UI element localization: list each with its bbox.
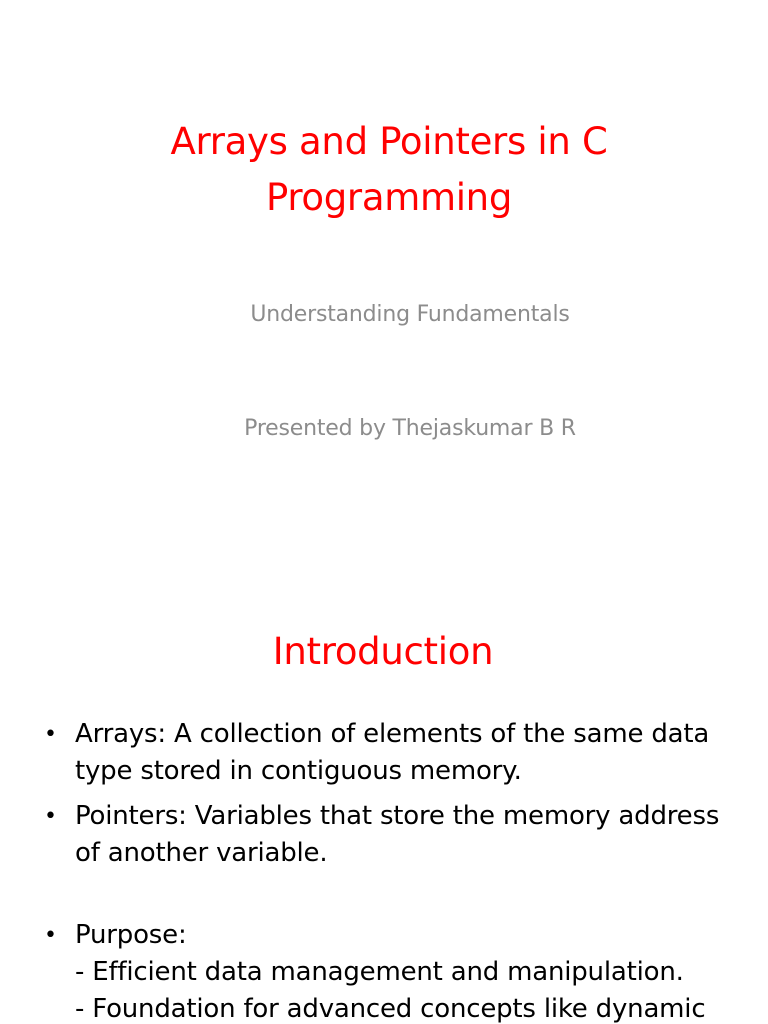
title-line-2: Programming <box>265 176 513 219</box>
bullet-icon: • <box>44 722 57 747</box>
bullet-item-purpose <box>0 917 768 1024</box>
introduction-slide <box>0 576 768 1024</box>
bullet-text-line: - Foundation for advanced concepts like dynamic <box>75 994 706 1024</box>
bullet-item-arrays <box>0 716 768 790</box>
bullet-text-line: - Efficient data management and manipulation. <box>75 957 684 987</box>
bullet-text-line: Arrays: A collection of elements of the same data <box>75 719 710 749</box>
bullet-text-line: Purpose: <box>75 920 187 950</box>
bullet-text-line: type stored in contiguous memory. <box>75 756 522 786</box>
bullet-icon: • <box>44 804 57 829</box>
slide-title: Introduction <box>272 630 494 673</box>
title-line-1: Arrays and Pointers in C <box>170 120 608 163</box>
bullet-text-line: Pointers: Variables that store the memory address <box>75 801 720 831</box>
presenter-line: Presented by Thejaskumar B R <box>244 416 576 441</box>
slide-title <box>0 114 768 226</box>
bullet-text-line: of another variable. <box>75 838 328 868</box>
bullet-icon: • <box>44 923 57 948</box>
slide-subtitle: Understanding Fundamentals <box>250 302 570 327</box>
bullet-item-pointers <box>0 798 768 872</box>
bullet-list <box>0 716 768 1024</box>
